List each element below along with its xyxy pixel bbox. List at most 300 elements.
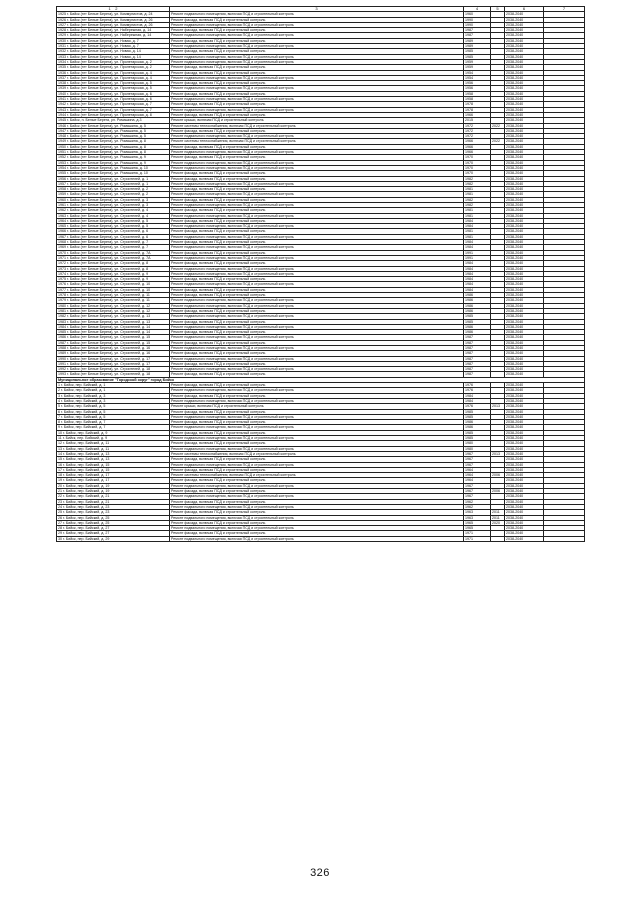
row-plan-period: 2038-2040: [505, 478, 544, 483]
row-number-address: 1970 г. Бийск (пгт Белые Берега), ул. Строителей, д. 7А: [57, 250, 170, 255]
row-number-address: 1958 г. Бийск (пгт Белые Берега), ул. Строителей, д. 2: [57, 187, 170, 192]
row-plan-period: 2038-2040: [505, 531, 544, 536]
row-last-repair-year: 2013: [491, 404, 505, 409]
row-number-address: 26 г. Бийск, пер. Бийский, д. 25: [57, 515, 170, 520]
row-number-address: 1991 г. Бийск (пгт Белые Берега), ул. Строителей, д. 17: [57, 361, 170, 366]
row-build-year: 1959: [464, 65, 491, 70]
row-plan-period: 2038-2040: [505, 91, 544, 96]
row-build-year: 1966: [464, 112, 491, 117]
row-build-year: 1986: [464, 308, 491, 313]
row-work-type: Ремонт фасада, включая ПСД и строительный контроль: [170, 308, 464, 313]
row-number-address: 1965 г. Бийск (пгт Белые Берега), ул. Строителей, д. 5: [57, 224, 170, 229]
row-number-address: 23 г. Бийск, пер. Бийский, д. 21: [57, 499, 170, 504]
row-build-year: 1981: [464, 208, 491, 213]
row-work-type: Ремонт фасада, включая ПСД и строительный контроль: [170, 489, 464, 494]
row-work-type: Ремонт подвального помещения, включая ПСД и строительный контроль: [170, 335, 464, 340]
row-number-address: 1947 г. Бийск (пгт Белые Берега), ул. Ромашина, д. 5: [57, 128, 170, 133]
row-plan-period: 2038-2040: [505, 520, 544, 525]
row-work-type: Ремонт фасада, включая ПСД и строительный контроль: [170, 457, 464, 462]
row-number-address: 22 г. Бийск, пер. Бийский, д. 21: [57, 494, 170, 499]
row-plan-period: 2038-2040: [505, 298, 544, 303]
row-work-type: Ремонт подвального помещения, включая ПСД и строительный контроль: [170, 75, 464, 80]
row-plan-period: 2038-2040: [505, 213, 544, 218]
row-build-year: 1964: [464, 467, 491, 472]
row-work-type: Ремонт подвального помещения, включая ПСД и строительный контроль: [170, 494, 464, 499]
row-number-address: 1940 г. Бийск (пгт Белые Берега), ул. Пролетарская, д. 6: [57, 91, 170, 96]
row-work-type: Ремонт системы теплоснабжения, включая ПСД и строительный контроль: [170, 473, 464, 478]
row-number-address: 1973 г. Бийск (пгт Белые Берега), ул. Строителей, д. 8: [57, 266, 170, 271]
row-plan-period: 2038-2040: [505, 144, 544, 149]
row-build-year: 1965: [464, 526, 491, 531]
row-plan-period: 2038-2040: [505, 59, 544, 64]
row-work-type: Ремонт подвального помещения, включая ПСД и строительный контроль: [170, 266, 464, 271]
row-work-type: Ремонт фасада, включая ПСД и строительный контроль: [170, 49, 464, 54]
row-number-address: 1950 г. Бийск (пгт Белые Берега), ул. Ромашина, д. 8: [57, 144, 170, 149]
row-build-year: 1989: [464, 44, 491, 49]
row-plan-period: 2038-2040: [505, 462, 544, 467]
row-last-repair-year: 2011: [491, 510, 505, 515]
row-number-address: 24 г. Бийск, пер. Бийский, д. 23: [57, 504, 170, 509]
row-plan-period: 2038-2040: [505, 494, 544, 499]
row-plan-period: 2038-2040: [505, 245, 544, 250]
row-plan-period: 2038-2040: [505, 430, 544, 435]
row-build-year: 1966: [464, 150, 491, 155]
row-work-type: Ремонт подвального помещения, включая ПСД и строительный контроль: [170, 504, 464, 509]
row-work-type: Ремонт крыши, включая ПСД и строительный контроль: [170, 404, 464, 409]
row-number-address: 18 г. Бийск, пер. Бийский, д. 17: [57, 473, 170, 478]
row-build-year: 1985: [464, 430, 491, 435]
row-work-type: Ремонт подвального помещения, включая ПСД и строительный контроль: [170, 202, 464, 207]
row-number-address: 1969 г. Бийск (пгт Белые Берега), ул. Строителей, д. 7: [57, 245, 170, 250]
row-work-type: Ремонт фасада, включая ПСД и строительный контроль: [170, 478, 464, 483]
row-plan-period: 2038-2040: [505, 75, 544, 80]
row-plan-period: 2038-2040: [505, 277, 544, 282]
header-col-1-2: 1 2: [57, 7, 170, 12]
row-build-year: 1987: [464, 356, 491, 361]
row-number-address: 1975 г. Бийск (пгт Белые Берега), ул. Строителей, д. 9: [57, 277, 170, 282]
row-build-year: 1986: [464, 324, 491, 329]
row-build-year: 1984: [464, 287, 491, 292]
row-build-year: 1985: [464, 49, 491, 54]
row-number-address: 1956 г. Бийск (пгт Белые Берега), ул. Строителей, д. 1: [57, 176, 170, 181]
row-build-year: 1972: [464, 128, 491, 133]
row-work-type: Ремонт фасада, включая ПСД и строительный контроль: [170, 383, 464, 388]
row-plan-period: 2038-2040: [505, 314, 544, 319]
row-plan-period: 2038-2040: [505, 54, 544, 59]
row-number-address: 16 г. Бийск, пер. Бийский, д. 15: [57, 462, 170, 467]
row-number-address: 3 г. Бийск, пер. Бийский, д. 3: [57, 393, 170, 398]
row-number-address: 1925 г. Бийск (пгт Белые Берега), ул. Коммунистов, д. 24: [57, 12, 170, 17]
row-work-type: Ремонт подвального помещения, включая ПСД и строительный контроль: [170, 526, 464, 531]
row-plan-period: 2038-2040: [505, 483, 544, 488]
row-number-address: 12 г. Бийск, пер. Бийский, д. 11: [57, 441, 170, 446]
row-build-year: 1984: [464, 282, 491, 287]
row-plan-period: 2038-2040: [505, 282, 544, 287]
row-work-type: Ремонт фасада, включая ПСД и строительный контроль: [170, 531, 464, 536]
row-number-address: 1988 г. Бийск (пгт Белые Берега), ул. Строителей, д. 16: [57, 346, 170, 351]
row-plan-period: 2038-2040: [505, 425, 544, 430]
row-number-address: 1943 г. Бийск (пгт Белые Берега), ул. Пролетарская, д. 7: [57, 107, 170, 112]
row-number-address: 1937 г. Бийск (пгт Белые Берега), ул. Пролетарская, д. 4: [57, 75, 170, 80]
row-number-address: 1930 г. Бийск (пгт Белые Берега), ул. Новая, д. 7: [57, 38, 170, 43]
row-work-type: Ремонт фасада, включая ПСД и строительный контроль: [170, 171, 464, 176]
row-plan-period: 2038-2040: [505, 234, 544, 239]
row-number-address: 1993 г. Бийск (пгт Белые Берега), ул. Строителей, д. 18: [57, 372, 170, 377]
row-work-type: Ремонт фасада, включая ПСД и строительный контроль: [170, 176, 464, 181]
row-build-year: 1986: [464, 303, 491, 308]
row-work-type: Ремонт подвального помещения, включая ПСД и строительный контроль: [170, 356, 464, 361]
row-build-year: 1978: [464, 102, 491, 107]
row-plan-period: 2038-2040: [505, 28, 544, 33]
row-build-year: 1967: [464, 457, 491, 462]
row-number-address: 1945 г. Бийск, п. Белые Берега, ул. Ромашина, д.3: [57, 118, 170, 123]
row-number-address: 5 г. Бийск, пер. Бийский, д. 5: [57, 404, 170, 409]
row-work-type: Ремонт подвального помещения, включая ПСД и строительный контроль: [170, 446, 464, 451]
row-build-year: 1958: [464, 91, 491, 96]
row-last-repair-year: 2020: [491, 520, 505, 525]
row-plan-period: 2038-2040: [505, 351, 544, 356]
row-number-address: 17 г. Бийск, пер. Бийский, д. 15: [57, 467, 170, 472]
row-build-year: 1984: [464, 240, 491, 245]
row-work-type: Ремонт подвального помещения, включая ПСД и строительный контроль: [170, 165, 464, 170]
row-number-address: 1986 г. Бийск (пгт Белые Берега), ул. Строителей, д. 15: [57, 335, 170, 340]
row-plan-period: 2038-2040: [505, 414, 544, 419]
row-build-year: 1966: [464, 139, 491, 144]
header-col-3: 3: [170, 7, 464, 12]
row-build-year: 1981: [464, 187, 491, 192]
row-build-year: 1978: [464, 107, 491, 112]
row-work-type: Ремонт подвального помещения, включая ПСД и строительный контроль: [170, 436, 464, 441]
row-plan-period: 2038-2040: [505, 49, 544, 54]
row-number-address: 30 г. Бийск, пер. Бийский, д. 29: [57, 536, 170, 541]
header-col-5: 5: [491, 7, 505, 12]
row-work-type: Ремонт системы теплоснабжения, включая ПСД и строительный контроль: [170, 451, 464, 456]
row-work-type: Ремонт подвального помещения, включая ПСД и строительный контроль: [170, 86, 464, 91]
row-build-year: 1982: [464, 176, 491, 181]
row-work-type: Ремонт фасада, включая ПСД и строительный контроль: [170, 499, 464, 504]
row-work-type: Ремонт фасада, включая ПСД и строительный контроль: [170, 91, 464, 96]
row-plan-period: 2038-2040: [505, 229, 544, 234]
row-plan-period: 2038-2040: [505, 81, 544, 86]
row-plan-period: 2038-2040: [505, 192, 544, 197]
row-work-type: Ремонт крыши, включая ПСД и строительный контроль: [170, 118, 464, 123]
row-build-year: 1985: [464, 409, 491, 414]
row-build-year: 1984: [464, 398, 491, 403]
row-work-type: Ремонт подвального помещения, включая ПСД и строительный контроль: [170, 107, 464, 112]
row-number-address: 1953 г. Бийск (пгт Белые Берега), ул. Ромашина, д. 9: [57, 160, 170, 165]
row-number-address: 10 г. Бийск, пер. Бийский, д. 9: [57, 430, 170, 435]
row-work-type: Ремонт подвального помещения, включая ПСД и строительный контроль: [170, 160, 464, 165]
row-build-year: 1987: [464, 346, 491, 351]
row-build-year: 1990: [464, 22, 491, 27]
row-work-type: Ремонт системы теплоснабжения, включая ПСД и строительный контроль: [170, 139, 464, 144]
row-number-address: 21 г. Бийск, пер. Бийский, д. 19: [57, 489, 170, 494]
row-work-type: Ремонт системы теплоснабжения, включая ПСД и строительный контроль: [170, 123, 464, 128]
table-body-part-2: [57, 383, 585, 542]
row-work-type: Ремонт фасада, включая ПСД и строительный контроль: [170, 38, 464, 43]
row-work-type: Ремонт фасада, включая ПСД и строительный контроль: [170, 17, 464, 22]
row-work-type: Ремонт подвального помещения, включая ПСД и строительный контроль: [170, 314, 464, 319]
row-work-type: Ремонт фасада, включая ПСД и строительный контроль: [170, 372, 464, 377]
row-build-year: 1986: [464, 293, 491, 298]
row-work-type: Ремонт подвального помещения, включая ПСД и строительный контроль: [170, 271, 464, 276]
row-number-address: 1982 г. Бийск (пгт Белые Берега), ул. Строителей, д. 13: [57, 314, 170, 319]
row-number-address: 25 г. Бийск, пер. Бийский, д. 23: [57, 510, 170, 515]
page-number: 326: [310, 867, 330, 879]
row-number-address: 1952 г. Бийск (пгт Белые Берега), ул. Ромашина, д. 9: [57, 155, 170, 160]
row-plan-period: 2038-2040: [505, 118, 544, 123]
row-work-type: Ремонт подвального помещения, включая ПСД и строительный контроль: [170, 298, 464, 303]
row-plan-period: 2038-2040: [505, 393, 544, 398]
row-build-year: 1971: [464, 531, 491, 536]
row-build-year: 1985: [464, 319, 491, 324]
row-plan-period: 2038-2040: [505, 139, 544, 144]
row-number-address: 1989 г. Бийск (пгт Белые Берега), ул. Строителей, д. 16: [57, 351, 170, 356]
row-number-address: 15 г. Бийск, пер. Бийский, д. 13: [57, 457, 170, 462]
row-number-address: 19 г. Бийск, пер. Бийский, д. 17: [57, 478, 170, 483]
row-work-type: Ремонт подвального помещения, включая ПСД и строительный контроль: [170, 97, 464, 102]
row-build-year: 1972: [464, 123, 491, 128]
row-work-type: Ремонт фасада, включая ПСД и строительный контроль: [170, 330, 464, 335]
row-work-type: Ремонт фасада, включая ПСД и строительный контроль: [170, 65, 464, 70]
row-plan-period: 2038-2040: [505, 356, 544, 361]
row-build-year: 1970: [464, 155, 491, 160]
row-plan-period: 2038-2040: [505, 451, 544, 456]
row-work-type: Ремонт подвального помещения, включая ПСД и строительный контроль: [170, 192, 464, 197]
row-build-year: 1989: [464, 38, 491, 43]
row-build-year: 1963: [464, 515, 491, 520]
row-number-address: 11 г. Бийск, пер. Бийский, д. 9: [57, 436, 170, 441]
header-col-4: 4: [464, 7, 491, 12]
row-number-address: 1983 г. Бийск (пгт Белые Берега), ул. Строителей, д. 13: [57, 319, 170, 324]
row-plan-period: 2038-2040: [505, 171, 544, 176]
row-work-type: Ремонт подвального помещения, включая ПСД и строительный контроль: [170, 181, 464, 186]
row-number-address: 1962 г. Бийск (пгт Белые Берега), ул. Строителей, д. 4: [57, 208, 170, 213]
row-plan-period: 2038-2040: [505, 128, 544, 133]
row-number-address: 1984 г. Бийск (пгт Белые Берега), ул. Строителей, д. 14: [57, 324, 170, 329]
row-plan-period: 2038-2040: [505, 361, 544, 366]
row-plan-period: 2038-2040: [505, 420, 544, 425]
row-plan-period: 2038-2040: [505, 176, 544, 181]
row-build-year: 1982: [464, 197, 491, 202]
row-work-type: Ремонт подвального помещения, включая ПСД и строительный контроль: [170, 33, 464, 38]
row-build-year: 1980: [464, 446, 491, 451]
row-build-year: 1959: [464, 59, 491, 64]
row-work-type: Ремонт фасада, включая ПСД и строительный контроль: [170, 293, 464, 298]
row-number-address: 1938 г. Бийск (пгт Белые Берега), ул. Пролетарская, д. 5: [57, 81, 170, 86]
row-number-address: 8 г. Бийск, пер. Бийский, д. 7: [57, 420, 170, 425]
row-build-year: 1967: [464, 489, 491, 494]
row-plan-period: 2038-2040: [505, 266, 544, 271]
row-last-repair-year: 2006: [491, 473, 505, 478]
row-build-year: 1954: [464, 70, 491, 75]
row-plan-period: 2038-2040: [505, 340, 544, 345]
row-build-year: 1981: [464, 213, 491, 218]
row-plan-period: 2038-2040: [505, 102, 544, 107]
row-number-address: 20 г. Бийск, пер. Бийский, д. 19: [57, 483, 170, 488]
row-work-type: Ремонт подвального помещения, включая ПСД и строительный контроль: [170, 425, 464, 430]
row-work-type: Ремонт подвального помещения, включая ПСД и строительный контроль: [170, 12, 464, 17]
row-last-repair-year: 2022: [491, 123, 505, 128]
row-plan-period: 2038-2040: [505, 208, 544, 213]
row-build-year: 1962: [464, 504, 491, 509]
row-plan-period: 2038-2040: [505, 107, 544, 112]
row-build-year: 1987: [464, 361, 491, 366]
row-build-year: 1967: [464, 483, 491, 488]
row-number-address: 1942 г. Бийск (пгт Белые Берега), ул. Пролетарская, д. 7: [57, 102, 170, 107]
row-build-year: 1984: [464, 261, 491, 266]
row-number-address: 1963 г. Бийск (пгт Белые Берега), ул. Строителей, д. 4: [57, 213, 170, 218]
row-number-address: 1929 г. Бийск (пгт Белые Берега), ул. Набережная, д. 14: [57, 33, 170, 38]
row-number-address: 1960 г. Бийск (пгт Белые Берега), ул. Строителей, д. 3: [57, 197, 170, 202]
row-plan-period: 2038-2040: [505, 97, 544, 102]
row-number-address: 1981 г. Бийск (пгт Белые Берега), ул. Строителей, д. 12: [57, 308, 170, 313]
row-number-address: 1946 г. Бийск (пгт Белые Берега), ул. Ромашина, д. 5: [57, 123, 170, 128]
row-build-year: 1991: [464, 250, 491, 255]
row-plan-period: 2038-2040: [505, 467, 544, 472]
row-build-year: 1970: [464, 171, 491, 176]
row-work-type: Ремонт фасада, включая ПСД и строительный контроль: [170, 351, 464, 356]
row-work-type: Ремонт подвального помещения, включая ПСД и строительный контроль: [170, 44, 464, 49]
row-build-year: 1986: [464, 330, 491, 335]
row-build-year: 1958: [464, 97, 491, 102]
row-build-year: 1972: [464, 134, 491, 139]
row-plan-period: 2038-2040: [505, 165, 544, 170]
row-build-year: 1964: [464, 478, 491, 483]
row-work-type: Ремонт подвального помещения, включая ПСД и строительный контроль: [170, 483, 464, 488]
row-number-address: 1954 г. Бийск (пгт Белые Берега), ул. Ромашина, д. 10: [57, 165, 170, 170]
row-number-address: 1974 г. Бийск (пгт Белые Берега), ул. Строителей, д. 9: [57, 271, 170, 276]
row-build-year: 1970: [464, 165, 491, 170]
row-work-type: Ремонт подвального помещения, включая ПСД и строительный контроль: [170, 213, 464, 218]
row-build-year: 1962: [464, 499, 491, 504]
row-number-address: 1948 г. Бийск (пгт Белые Берега), ул. Ромашина, д. 5: [57, 134, 170, 139]
row-work-type: Ремонт фасада, включая ПСД и строительный контроль: [170, 128, 464, 133]
row-plan-period: 2038-2040: [505, 335, 544, 340]
row-work-type: Ремонт фасада, включая ПСД и строительный контроль: [170, 155, 464, 160]
row-plan-period: 2038-2040: [505, 499, 544, 504]
row-plan-period: 2038-2040: [505, 150, 544, 155]
row-work-type: Ремонт подвального помещения, включая ПСД и строительный контроль: [170, 346, 464, 351]
row-last-repair-year: 2013: [491, 451, 505, 456]
row-work-type: Ремонт подвального помещения, включая ПСД и строительный контроль: [170, 536, 464, 541]
row-build-year: 1976: [464, 388, 491, 393]
row-number-address: 1936 г. Бийск (пгт Белые Берега), ул. Пролетарская, д. 4: [57, 70, 170, 75]
row-build-year: 1982: [464, 202, 491, 207]
row-work-type: Ремонт фасада, включая ПСД и строительный контроль: [170, 319, 464, 324]
row-build-year: 1967: [464, 462, 491, 467]
row-work-type: Ремонт фасада, включая ПСД и строительный контроль: [170, 277, 464, 282]
row-build-year: 1986: [464, 298, 491, 303]
row-number-address: 1961 г. Бийск (пгт Белые Берега), ул. Строителей, д. 3: [57, 202, 170, 207]
row-number-address: 1967 г. Бийск (пгт Белые Берега), ул. Строителей, д. 6: [57, 234, 170, 239]
row-plan-period: 2038-2040: [505, 536, 544, 541]
row-build-year: 1966: [464, 144, 491, 149]
row-plan-period: 2038-2040: [505, 240, 544, 245]
row-build-year: 1960: [464, 12, 491, 17]
row-build-year: 1970: [464, 160, 491, 165]
row-work-type: Ремонт фасада, включая ПСД и строительный контроль: [170, 441, 464, 446]
row-build-year: 1981: [464, 192, 491, 197]
row-work-type: Ремонт фасада, включая ПСД и строительный контроль: [170, 144, 464, 149]
row-number-address: 1987 г. Бийск (пгт Белые Берега), ул. Строителей, д. 15: [57, 340, 170, 345]
row-work-type: Ремонт фасада, включая ПСД и строительный контроль: [170, 112, 464, 117]
section-title: Муниципальное образование "Городской округ" город Бийск: [57, 377, 585, 382]
row-build-year: 1987: [464, 28, 491, 33]
row-build-year: 1965: [464, 520, 491, 525]
row-build-year: 1984: [464, 266, 491, 271]
row-work-type: Ремонт фасада, включая ПСД и строительный контроль: [170, 261, 464, 266]
row-work-type: Ремонт фасада, включая ПСД и строительный контроль: [170, 361, 464, 366]
row-work-type: Ремонт фасада, включая ПСД и строительный контроль: [170, 393, 464, 398]
row-build-year: 1985: [464, 436, 491, 441]
row-build-year: 1991: [464, 255, 491, 260]
row-plan-period: 2038-2040: [505, 202, 544, 207]
row-plan-period: 2038-2040: [505, 446, 544, 451]
row-work-type: Ремонт подвального помещения, включая ПСД и строительный контроль: [170, 414, 464, 419]
row-plan-period: 2038-2040: [505, 388, 544, 393]
row-build-year: 1987: [464, 367, 491, 372]
row-build-year: 1990: [464, 17, 491, 22]
row-work-type: Ремонт фасада, включая ПСД и строительный контроль: [170, 520, 464, 525]
row-build-year: 1987: [464, 335, 491, 340]
row-plan-period: 2038-2040: [505, 187, 544, 192]
header-col-6: 6: [505, 7, 544, 12]
row-last-repair-year: 2011: [491, 515, 505, 520]
row-work-type: Ремонт подвального помещения, включая ПСД и строительный контроль: [170, 245, 464, 250]
row-work-type: Ремонт подвального помещения, включая ПСД и строительный контроль: [170, 54, 464, 59]
row-build-year: 1981: [464, 229, 491, 234]
row-number-address: 1944 г. Бийск (пгт Белые Берега), ул. Пролетарская, д. 8: [57, 112, 170, 117]
row-number-address: 1979 г. Бийск (пгт Белые Берега), ул. Строителей, д. 11: [57, 298, 170, 303]
row-work-type: Ремонт фасада, включая ПСД и строительный контроль: [170, 250, 464, 255]
row-work-type: Ремонт подвального помещения, включая ПСД и строительный контроль: [170, 150, 464, 155]
row-work-type: Ремонт подвального помещения, включая ПСД и строительный контроль: [170, 255, 464, 260]
row-work-type: Ремонт подвального помещения, включая ПСД и строительный контроль: [170, 224, 464, 229]
capital-repair-table: [56, 6, 585, 542]
row-build-year: 1982: [464, 181, 491, 186]
row-work-type: Ремонт фасада, включая ПСД и строительный контроль: [170, 197, 464, 202]
row-work-type: Ремонт фасада, включая ПСД и строительный контроль: [170, 240, 464, 245]
row-work-type: Ремонт фасада, включая ПСД и строительный контроль: [170, 70, 464, 75]
row-plan-period: 2038-2040: [505, 293, 544, 298]
row-number-address: 1980 г. Бийск (пгт Белые Берега), ул. Строителей, д. 12: [57, 303, 170, 308]
row-plan-period: 2038-2040: [505, 441, 544, 446]
row-build-year: 1954: [464, 75, 491, 80]
table-row: [57, 536, 585, 541]
row-number-address: 1972 г. Бийск (пгт Белые Берега), ул. Строителей, д. 8: [57, 261, 170, 266]
row-plan-period: 2038-2040: [505, 123, 544, 128]
row-number-address: 1926 г. Бийск (пгт Белые Берега), ул. Коммунистов, д. 26: [57, 17, 170, 22]
row-number-address: 1932 г. Бийск (пгт Белые Берега), ул. Новая, д. 14: [57, 49, 170, 54]
row-work-type: Ремонт фасада, включая ПСД и строительный контроль: [170, 287, 464, 292]
row-build-year: 1984: [464, 224, 491, 229]
row-work-type: Ремонт подвального помещения, включая ПСД и строительный контроль: [170, 324, 464, 329]
row-build-year: 1984: [464, 277, 491, 282]
row-plan-period: 2038-2040: [505, 404, 544, 409]
row-last-repair-year: 2006: [491, 489, 505, 494]
row-build-year: 1986: [464, 425, 491, 430]
row-number-address: 29 г. Бийск, пер. Бийский, д. 27: [57, 531, 170, 536]
row-number-address: 27 г. Бийск, пер. Бийский, д. 25: [57, 520, 170, 525]
row-build-year: 1984: [464, 245, 491, 250]
row-work-type: Ремонт подвального помещения, включая ПСД и строительный контроль: [170, 234, 464, 239]
row-build-year: 1984: [464, 218, 491, 223]
row-plan-period: 2038-2040: [505, 261, 544, 266]
row-number-address: 1957 г. Бийск (пгт Белые Берега), ул. Строителей, д. 1: [57, 181, 170, 186]
row-build-year: 1987: [464, 372, 491, 377]
row-build-year: 1987: [464, 351, 491, 356]
